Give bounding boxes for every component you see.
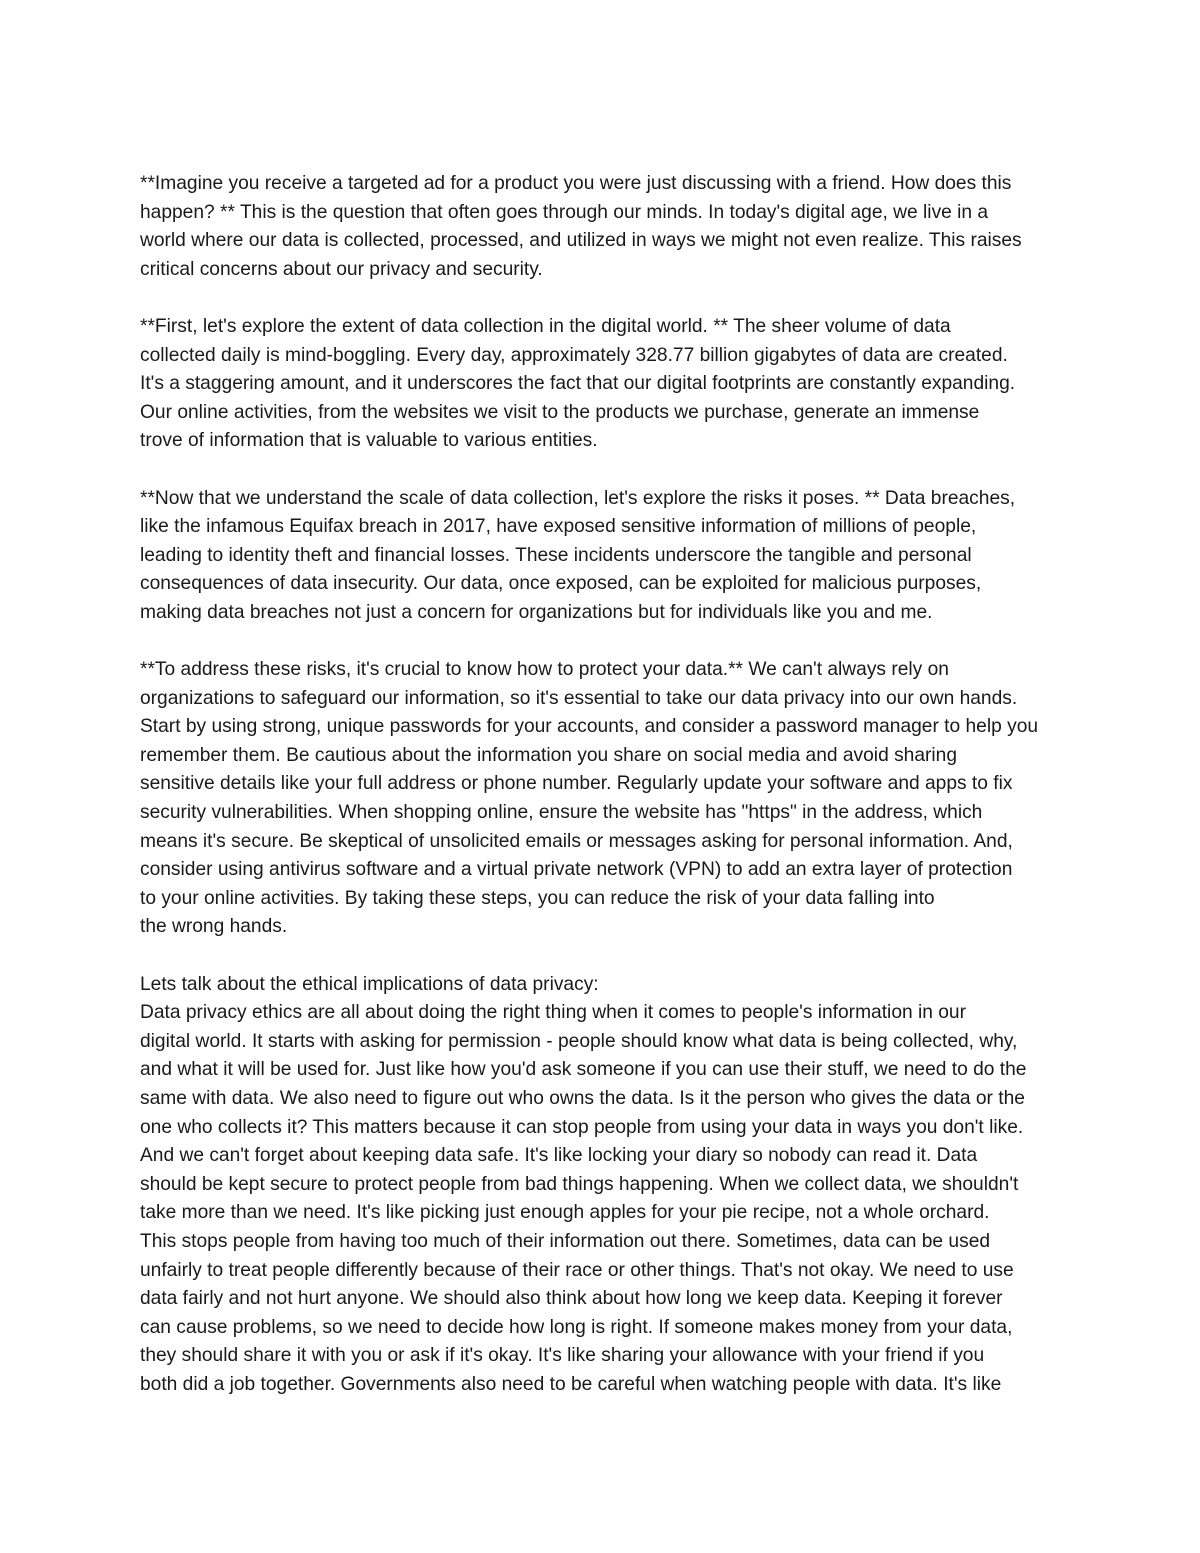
text-line: to your online activities. By taking these steps, you can reduce the risk of your data falling into	[140, 887, 935, 909]
text-line: Our online activities, from the websites we visit to the products we purchase, generate an immense	[140, 401, 980, 423]
text-line: making data breaches not just a concern for organizations but for individuals like you and me.	[140, 601, 933, 623]
text-line: like the infamous Equifax breach in 2017, have exposed sensitive information of millions of people,	[140, 516, 977, 538]
text-line: And we can't forget about keeping data safe. It's like locking your diary so nobody can read it. Data	[140, 1145, 978, 1167]
text-line: consider using antivirus software and a virtual private network (VPN) to add an extra layer of protection	[140, 859, 1013, 881]
text-line: digital world. It starts with asking for permission - people should know what data is being collected, why,	[140, 1030, 1018, 1052]
text-line: one who collects it? This matters because it can stop people from using your data in ways you don't like.	[140, 1116, 1024, 1138]
text-line: organizations to safeguard our information, so it's essential to take our data privacy into our own hands.	[140, 687, 1018, 709]
text-line: collected daily is mind-boggling. Every day, approximately 328.77 billion gigabytes of data are created.	[140, 344, 1008, 366]
text-line: critical concerns about our privacy and security.	[140, 258, 543, 280]
text-line: **Now that we understand the scale of data collection, let's explore the risks it poses. ** Data breaches,	[140, 487, 1016, 509]
text-line: they should share it with you or ask if it's okay. It's like sharing your allowance with your friend if you	[140, 1345, 985, 1367]
document-body	[140, 170, 1070, 1400]
text-line: same with data. We also need to figure out who owns the data. Is it the person who gives the data or the	[140, 1088, 1025, 1109]
text-line: **First, let's explore the extent of data collection in the digital world. ** The sheer volume of data	[140, 315, 951, 337]
text-line: This stops people from having too much of their information out there. Sometimes, data can be used	[140, 1230, 991, 1252]
text-line: remember them. Be cautious about the information you share on social media and avoid sharing	[140, 744, 957, 766]
text-line: world where our data is collected, processed, and utilized in ways we might not even realize. This raises	[140, 230, 1022, 252]
text-line: unfairly to treat people differently because of their race or other things. That's not okay. We need to use	[140, 1259, 1014, 1281]
paragraph-protection	[140, 656, 1070, 942]
text-line: **To address these risks, it's crucial to know how to protect your data.** We can't always rely on	[140, 659, 949, 681]
text-line: means it's secure. Be skeptical of unsolicited emails or messages asking for personal information. And,	[140, 830, 1013, 852]
text-line: sensitive details like your full address or phone number. Regularly update your software and apps to fix	[140, 773, 1013, 795]
paragraph-risks	[140, 485, 1070, 628]
text-line: Data privacy ethics are all about doing the right thing when it comes to people's information in our	[140, 1002, 966, 1024]
text-line: consequences of data insecurity. Our data, once exposed, can be exploited for malicious purposes,	[140, 573, 982, 595]
text-line: trove of information that is valuable to various entities.	[140, 430, 598, 452]
text-line: the wrong hands.	[140, 916, 288, 938]
text-line: Start by using strong, unique passwords for your accounts, and consider a password manager to help you	[140, 716, 1039, 738]
text-line: both did a job together. Governments also need to be careful when watching people with data. It's like	[140, 1373, 1002, 1395]
paragraph-ethics	[140, 971, 1070, 1400]
text-line: **Imagine you receive a targeted ad for a product you were just discussing with a friend. How does this	[140, 173, 1012, 194]
text-line: happen? ** This is the question that often goes through our minds. In today's digital age, we live in a	[140, 201, 989, 223]
text-line: and what it will be used for. Just like how you'd ask someone if you can use their stuff, we need to do the	[140, 1059, 1027, 1081]
text-line: It's a staggering amount, and it underscores the fact that our digital footprints are constantly expanding.	[140, 373, 1016, 395]
text-line: Lets talk about the ethical implications of data privacy:	[140, 973, 599, 995]
text-line: data fairly and not hurt anyone. We should also think about how long we keep data. Keeping it forever	[140, 1288, 1003, 1310]
text-line: should be kept secure to protect people from bad things happening. When we collect data, we shouldn't	[140, 1173, 1019, 1195]
text-line: can cause problems, so we need to decide how long is right. If someone makes money from your data,	[140, 1316, 1013, 1338]
text-line: take more than we need. It's like picking just enough apples for your pie recipe, not a whole orchard.	[140, 1202, 990, 1224]
text-line: security vulnerabilities. When shopping online, ensure the website has "https" in the address, which	[140, 802, 983, 824]
paragraph-data-collection	[140, 313, 1070, 456]
text-line: leading to identity theft and financial losses. These incidents underscore the tangible and personal	[140, 544, 972, 566]
paragraph-targeted-ads	[140, 170, 1070, 284]
